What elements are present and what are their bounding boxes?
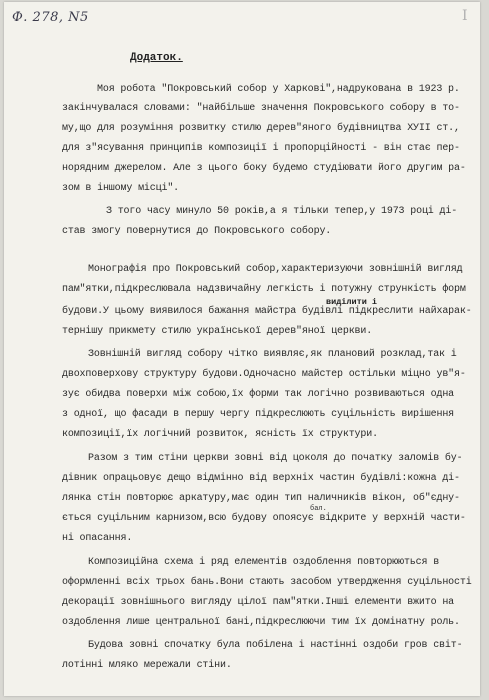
text-line: Разом з тим стіни церкви зовні від цоколя до початку заломів бу- (88, 453, 463, 464)
text-line: пам"ятки,підкреслювала надзвичайну легкість і потужну стрункість форм (62, 284, 466, 295)
text-line: Моя робота "Покровський собор у Харкові",надрукована в 1923 р. (97, 84, 460, 95)
text-line: З того часу минуло 50 років,а я тільки тепер,у 1973 році ді- (106, 206, 458, 217)
text-line: лотінні мляко мережали стіни. (62, 660, 232, 671)
text-line: для з"ясування принципів композиції і пропорційності - він стає пер- (62, 143, 460, 154)
text-line: ні опасання. (62, 533, 133, 544)
text-line: став змогу повернутися до Покровського собору. (62, 226, 332, 237)
text-line: Зовнішній вигляд собору чітко виявляє,як плановий розклад,так і (88, 349, 457, 360)
text-line: будови.У цьому виявилося бажання майстра будівлі підкреслити найхарак- (62, 306, 472, 317)
text-line: оздоблення лише центральної бані,підкреслюючи тим їх домінатну роль. (62, 617, 460, 628)
text-line: закінчувалася словами: "найбільше значення Покровського собору в то- (62, 103, 460, 114)
text-line: з одної, що фасади в першу чергу підкреслюють суцільність вирішення (62, 409, 455, 420)
text-line: Будова зовні спочатку була побілена і настінні оздоби гров світ- (88, 640, 463, 651)
text-line: Композиційна схема і ряд елементів оздоблення повторюються в (88, 557, 440, 568)
text-line: Монографія про Покровський собор,характеризуючи зовнішній вигляд (88, 264, 463, 275)
text-line: ється суцільним карнизом,всю будову опоясує відкрите у верхній части- (62, 513, 466, 524)
page-number-pencil-mark: I (462, 8, 468, 24)
text-line: композиції,їх логічний розвиток, ясність їх структури. (62, 429, 378, 440)
text-line: тернішу прикмету стилю української дерев"яної церкви. (62, 326, 373, 337)
text-line: зує обидва поверхи між собою,їх форми так логічно розвиваються одна (62, 389, 455, 400)
document-page (4, 2, 480, 696)
handwritten-insert: виділити і (326, 297, 378, 307)
text-line: лянка стін повторює аркатуру,має один тип наличників вікон, об"єдну- (62, 493, 460, 504)
text-line: оформленні всіх трьох бань.Вони стають засобом утвердження суцільності (62, 577, 472, 588)
text-line: зом в іншому місці". (62, 183, 180, 194)
text-line: норядним джерелом. Але з цього боку будемо студіювати його другим ра- (62, 163, 466, 174)
text-line: му,що для розуміння розвитку стилю дерев"яного будівництва XУІІ ст., (62, 123, 460, 134)
text-line: дівник опрацьовує дещо відмінно від верхніх частин будівлі:кожна ді- (62, 473, 460, 484)
text-line: двохповерхову структуру будови.Одночасно майстер остільки міцно ув"я- (62, 369, 466, 380)
document-title: Додаток. (130, 52, 183, 64)
handwritten-insert: бал. (310, 505, 327, 513)
archive-reference-mark: Ф. 278, N5 (12, 10, 89, 25)
text-line: декорації зовнішнього вигляду цілої пам"ятки.Інші елементи вжито на (62, 597, 455, 608)
